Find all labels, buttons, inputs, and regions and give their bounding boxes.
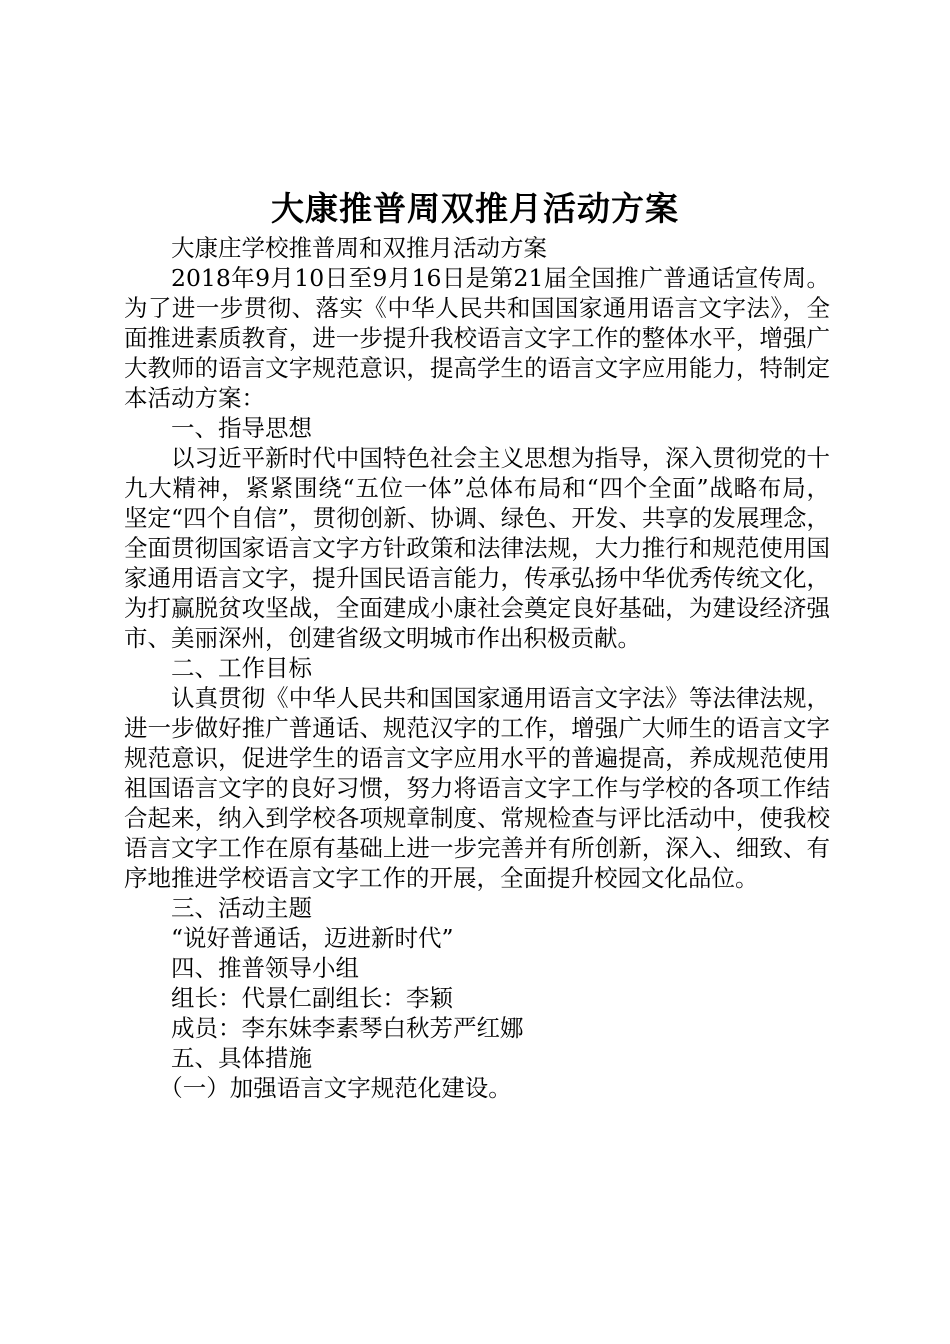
section-heading-activity-theme: 三、活动主题 [171,894,312,922]
subtitle-paragraph: 大康庄学校推普周和双推月活动方案 [171,234,547,262]
section-heading-guiding-thought: 一、指导思想 [171,414,312,442]
members-paragraph: 成员：李东妹李素琴白秋芳严红娜 [171,1014,524,1042]
measure-item-1: （一）加强语言文字规范化建设。 [159,1074,512,1102]
guiding-thought-paragraph: 以习近平新时代中国特色社会主义思想为指导，深入贯彻党的十九大精神，紧紧围绕“五位一体”总体布局和“四个全面”战略布局，坚定“四个自信”，贯彻创新、协调、绿色、开发、共享的发展理念，全面贯彻国家语言文字方针政策和法律法规，大力推行和规范使用国家通用语言文字，提升国民语言能力，传承弘扬中华优秀传统文化，为打赢脱贫攻坚战，全面建成小康社会奠定良好基础，为建设经济强市、美丽深州，创建省级文明城市作出积极贡献。 [124,444,830,652]
section-heading-leadership-group: 四、推普领导小组 [171,954,359,982]
section-heading-measures: 五、具体措施 [171,1044,312,1072]
section-heading-work-goals: 二、工作目标 [171,654,312,682]
document-title: 大康推普周双推月活动方案 [271,189,679,228]
leaders-paragraph: 组长：代景仁副组长：李颖 [171,984,453,1012]
intro-paragraph: 2018年9月10日至9月16日是第21届全国推广普通话宣传周。为了进一步贯彻、落实《中华人民共和国国家通用语言文字法》，全面推进素质教育，进一步提升我校语言文字工作的整体水平，增强广大教师的语言文字规范意识，提高学生的语言文字应用能力，特制定本活动方案： [124,264,830,412]
work-goals-paragraph: 认真贯彻《中华人民共和国国家通用语言文字法》等法律法规，进一步做好推广普通话、规范汉字的工作，增强广大师生的语言文字规范意识，促进学生的语言文字应用水平的普遍提高，养成规范使用祖国语言文字的良好习惯，努力将语言文字工作与学校的各项工作结合起来，纳入到学校各项规章制度、常规检查与评比活动中，使我校语言文字工作在原有基础上进一步完善并有所创新，深入、细致、有序地推进学校语言文字工作的开展，全面提升校园文化品位。 [124,684,830,892]
document-body [124,233,830,1103]
activity-theme-paragraph: “说好普通话，迈进新时代” [171,924,454,952]
